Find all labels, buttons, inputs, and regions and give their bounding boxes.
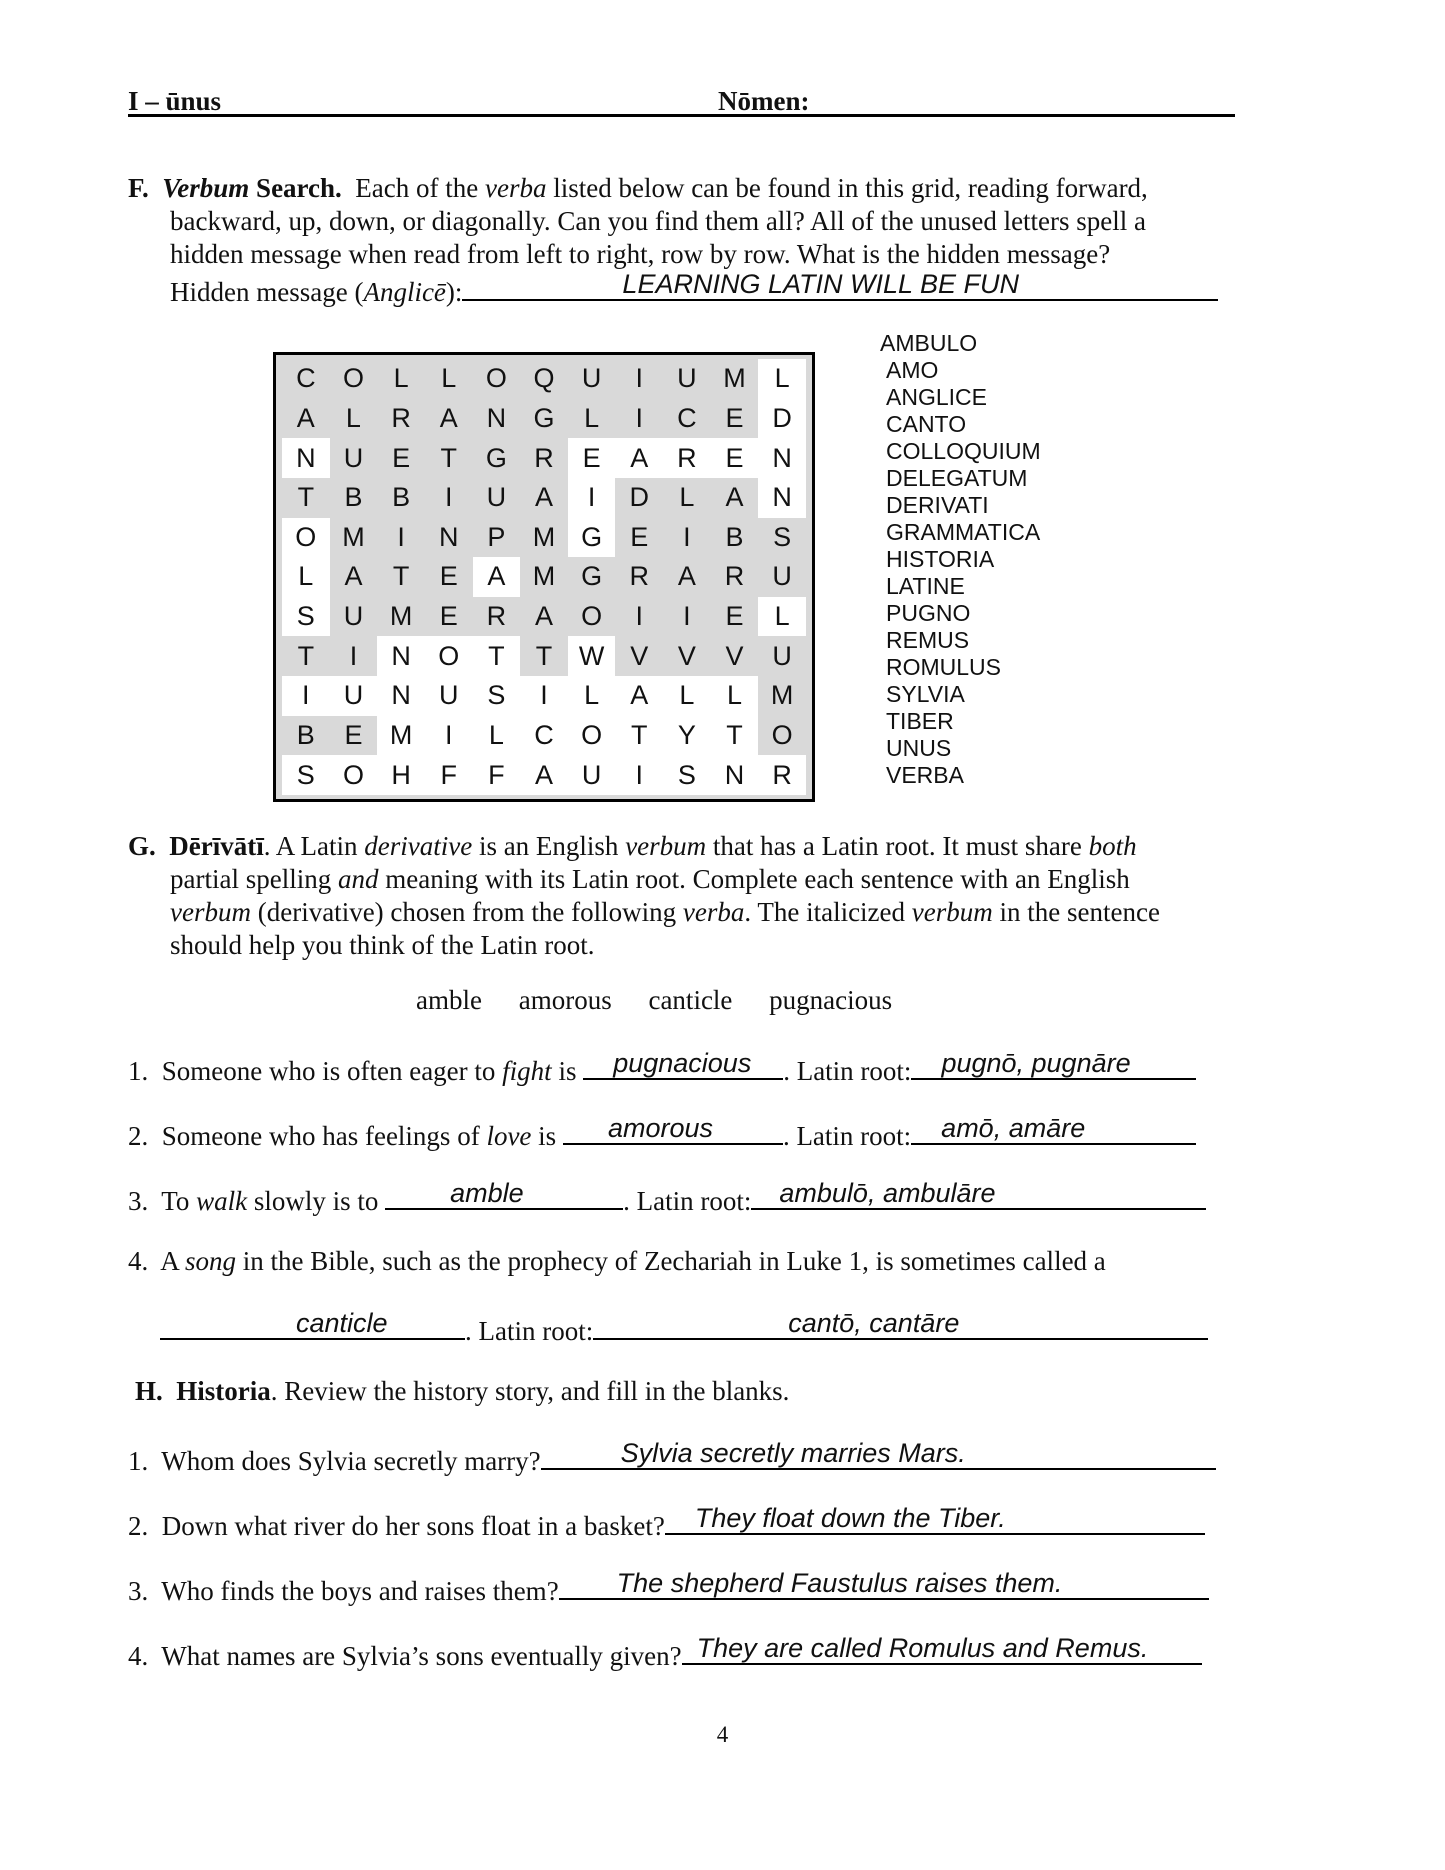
hidden-message-label: ): — [445, 277, 463, 307]
section-f-text-italic: verba — [484, 173, 547, 203]
grid-cell: A — [344, 561, 363, 592]
word-list-item: AMBULO — [880, 330, 978, 356]
grid-cell: T — [535, 640, 553, 671]
grid-cell: O — [282, 518, 330, 558]
grid-cell: C — [296, 363, 316, 394]
question-number: 1. — [128, 1056, 149, 1086]
grid-cell: L — [282, 557, 330, 597]
section-g-line1 — [128, 830, 1137, 862]
grid-cell: N — [377, 636, 425, 676]
grid-cell: L — [758, 359, 806, 399]
h3-answer-field[interactable] — [559, 1570, 1209, 1600]
grid-cell: S — [282, 597, 330, 637]
g1-answer-field[interactable] — [583, 1050, 783, 1080]
question-text: is — [531, 1121, 563, 1151]
section-g-text-italic: verbum — [625, 831, 707, 861]
latin-root-label: . Latin root: — [465, 1316, 594, 1346]
question-number: 4. — [128, 1246, 149, 1276]
grid-cell: I — [425, 716, 473, 756]
grid-cell: U — [568, 755, 616, 795]
section-f-title-rest: Search. — [249, 173, 342, 203]
grid-cell: Y — [663, 716, 711, 756]
grid-cell: R — [724, 561, 745, 592]
section-f-text: listed below can be found in this grid, reading forward, — [546, 173, 1148, 203]
grid-cell: I — [349, 640, 358, 671]
question-text: is — [551, 1056, 584, 1086]
word-list-item: ROMULUS — [886, 654, 1002, 680]
question-text: Someone who is often eager to — [161, 1056, 503, 1086]
grid-cell: L — [711, 676, 759, 716]
grid-cell: S — [773, 521, 792, 552]
g-question-4 — [128, 1245, 1106, 1277]
grid-cell: N — [758, 438, 806, 478]
grid-cell: M — [342, 521, 365, 552]
grid-cell: M — [389, 601, 413, 632]
grid-cell: A — [534, 482, 553, 513]
grid-cell: G — [581, 561, 603, 592]
grid-cell: T — [297, 482, 315, 513]
latin-root-label: . Latin root: — [623, 1186, 752, 1216]
grid-cell: U — [677, 363, 697, 394]
hidden-message-field[interactable] — [462, 271, 1218, 301]
grid-cell: W — [568, 636, 616, 676]
grid-cell: O — [342, 363, 364, 394]
grid-cell: G — [568, 518, 616, 558]
grid-cell: B — [344, 482, 363, 513]
grid-cell: R — [534, 442, 554, 473]
grid-cell: N — [711, 755, 759, 795]
grid-cell: R — [629, 561, 650, 592]
header-rule — [128, 114, 1235, 117]
section-g-line2 — [170, 863, 1130, 895]
grid-cell: U — [330, 676, 378, 716]
grid-cell: L — [679, 482, 695, 513]
grid-cell: U — [343, 601, 364, 632]
grid-cell: L — [393, 363, 409, 394]
grid-cell: I — [397, 521, 405, 552]
hidden-message-label-italic: Anglicē — [363, 277, 446, 307]
grid-cell: E — [568, 438, 616, 478]
word-list-item: DERIVATI — [886, 492, 989, 518]
g3-answer-field[interactable] — [385, 1180, 623, 1210]
word-list-item: GRAMMATICA — [886, 519, 1041, 545]
question-text-italic: love — [486, 1121, 532, 1151]
grid-cell: O — [485, 363, 507, 394]
g-question-4-answer-row — [160, 1310, 1208, 1347]
g3-root: ambulō, ambulāre — [779, 1178, 996, 1208]
question-number: 3. — [128, 1576, 149, 1606]
g-question-1 — [128, 1050, 1196, 1087]
section-g-text-italic: verbum — [911, 897, 993, 927]
g3-root-field[interactable] — [751, 1180, 1206, 1210]
question-text-italic: fight — [502, 1056, 552, 1086]
grid-cell: T — [615, 716, 663, 756]
option-word: amorous — [518, 985, 612, 1015]
question-text: To — [161, 1186, 197, 1216]
hidden-message-row — [170, 271, 1218, 308]
section-g-text-italic: and — [337, 864, 379, 894]
grid-cell: N — [486, 402, 507, 433]
section-g-text: that has a Latin root. It must share — [706, 831, 1089, 861]
h4-answer: They are called Romulus and Remus. — [696, 1633, 1149, 1663]
section-g-text-italic: verbum — [170, 897, 251, 927]
g2-answer: amorous — [607, 1113, 713, 1143]
grid-cell: M — [723, 363, 746, 394]
word-list-item: SYLVIA — [886, 681, 965, 707]
g2-root: amō, amāre — [941, 1113, 1086, 1143]
section-g-text: . The italicized — [744, 897, 912, 927]
option-word: pugnacious — [769, 985, 893, 1015]
grid-cell: L — [441, 363, 457, 394]
grid-cell: I — [635, 601, 644, 632]
grid-cell: O — [425, 636, 473, 676]
grid-cell: E — [392, 442, 411, 473]
question-text: slowly is to — [247, 1186, 386, 1216]
grid-cell: A — [534, 601, 553, 632]
header-left: I – ūnus — [128, 86, 222, 116]
grid-cell: R — [391, 402, 411, 433]
h-question-2 — [128, 1505, 1205, 1542]
question-number: 1. — [128, 1446, 149, 1476]
grid-cell: A — [439, 402, 458, 433]
g4-answer: canticle — [296, 1308, 388, 1338]
grid-cell: L — [345, 402, 361, 433]
section-h-intro: . Review the history story, and fill in the blanks. — [270, 1376, 790, 1406]
question-text: Down what river do her sons float in a basket? — [161, 1511, 665, 1541]
grid-cell: V — [677, 640, 696, 671]
g-question-3 — [128, 1180, 1206, 1217]
word-list-item: PUGNO — [886, 600, 971, 626]
grid-cell: L — [584, 402, 600, 433]
h-question-3 — [128, 1570, 1209, 1607]
grid-cell: O — [568, 716, 616, 756]
g2-answer-field[interactable] — [563, 1115, 783, 1145]
word-list — [880, 330, 1041, 789]
section-h-title-row — [135, 1375, 789, 1407]
section-g-text: (derivative) chosen from the following — [250, 897, 683, 927]
question-text-italic: song — [185, 1246, 237, 1276]
grid-cell: A — [520, 755, 568, 795]
word-list-item: REMUS — [886, 627, 970, 653]
grid-cell: I — [683, 601, 691, 632]
latin-root-label: . Latin root: — [782, 1121, 912, 1151]
grid-cell: A — [473, 557, 521, 597]
grid-cell: M — [532, 521, 556, 552]
word-list-item: AMO — [886, 357, 939, 383]
h2-answer-field[interactable] — [665, 1505, 1205, 1535]
grid-cell: D — [629, 482, 650, 513]
grid-cell: E — [725, 402, 744, 433]
grid-cell: E — [439, 601, 458, 632]
grid-cell: F — [473, 755, 521, 795]
grid-cell: F — [425, 755, 473, 795]
section-f-line1 — [128, 172, 1148, 204]
question-text: Whom does Sylvia secretly marry? — [161, 1446, 541, 1476]
grid-cell: D — [758, 399, 806, 439]
section-g-text: . A Latin — [263, 831, 365, 861]
word-list-item: CANTO — [886, 411, 967, 437]
grid-cell: T — [711, 716, 759, 756]
h-question-1 — [128, 1440, 1216, 1477]
grid-cell: S — [282, 755, 330, 795]
grid-cell: I — [635, 363, 644, 394]
grid-cell: B — [296, 720, 315, 751]
grid-cell: G — [533, 402, 555, 433]
question-number: 2. — [128, 1511, 149, 1541]
grid-cell: I — [444, 482, 453, 513]
h-question-4 — [128, 1635, 1202, 1672]
grid-cell: P — [487, 521, 506, 552]
page-number: 4 — [716, 1722, 729, 1747]
hidden-message-answer: LEARNING LATIN WILL BE FUN — [622, 269, 1020, 299]
h4-answer-field[interactable] — [682, 1635, 1202, 1665]
section-g-label: G. — [128, 831, 156, 861]
section-g-text: partial spelling — [170, 864, 338, 894]
question-text-italic: walk — [196, 1186, 248, 1216]
grid-cell: U — [772, 640, 792, 671]
grid-cell: C — [677, 402, 697, 433]
question-number: 4. — [128, 1641, 149, 1671]
grid-cell: T — [392, 561, 410, 592]
grid-cell: H — [377, 755, 425, 795]
word-list-item: TIBER — [886, 708, 954, 734]
grid-cell: O — [771, 720, 793, 751]
derivative-options — [416, 985, 922, 1016]
word-list-item: ANGLICE — [886, 384, 987, 410]
grid-cell: A — [615, 676, 663, 716]
grid-cell: I — [568, 478, 616, 518]
section-g-text-italic: derivative — [364, 831, 473, 861]
question-text: in the Bible, such as the prophecy of Zechariah in Luke 1, is sometimes called a — [236, 1246, 1106, 1276]
grid-cell: Q — [533, 363, 555, 394]
grid-cell: S — [663, 755, 711, 795]
h1-answer-field[interactable] — [541, 1440, 1216, 1470]
grid-cell: U — [581, 363, 602, 394]
section-h-label: H. — [135, 1376, 163, 1406]
grid-cell: A — [296, 402, 315, 433]
grid-cell: G — [485, 442, 507, 473]
grid-cell: I — [520, 676, 568, 716]
h3-answer: The shepherd Faustulus raises them. — [616, 1568, 1063, 1598]
grid-cell: N — [282, 438, 330, 478]
grid-cell: V — [725, 640, 744, 671]
grid-cell: B — [392, 482, 411, 513]
grid-cell: L — [568, 676, 616, 716]
word-list-item: COLLOQUIUM — [886, 438, 1041, 464]
grid-cell: V — [630, 640, 649, 671]
section-g-text-italic: both — [1088, 831, 1137, 861]
g4-answer-field[interactable] — [160, 1310, 465, 1340]
latin-root-label: . Latin root: — [783, 1056, 912, 1086]
word-list-item: UNUS — [886, 735, 952, 761]
g-question-2 — [128, 1115, 1196, 1152]
grid-cell: A — [615, 438, 663, 478]
section-g-text-italic: verba — [682, 897, 745, 927]
grid-cell: E — [630, 521, 649, 552]
grid-cell: L — [758, 597, 806, 637]
question-number: 3. — [128, 1186, 149, 1216]
grid-cell: N — [377, 676, 425, 716]
g2-root-field[interactable] — [911, 1115, 1196, 1145]
grid-cell: O — [581, 601, 603, 632]
section-g-text: in the sentence — [992, 897, 1160, 927]
grid-cell: L — [663, 676, 711, 716]
grid-cell: M — [770, 680, 794, 711]
section-f-label: F. — [128, 173, 149, 203]
grid-cell: T — [297, 640, 315, 671]
hidden-message-label: Hidden message ( — [170, 277, 364, 307]
section-f-title-italic: Verbum — [162, 173, 250, 203]
grid-cell: M — [377, 716, 425, 756]
grid-cell: E — [439, 561, 458, 592]
grid-cell: A — [677, 561, 696, 592]
section-f-line2: backward, up, down, or diagonally. Can you find them all? All of the unused letters spell a — [170, 206, 1147, 236]
option-word: amble — [416, 985, 482, 1015]
grid-cell: E — [725, 601, 744, 632]
grid-cell: E — [711, 438, 759, 478]
grid-cell: O — [330, 755, 378, 795]
grid-cell: U — [425, 676, 473, 716]
grid-cell: B — [725, 521, 744, 552]
section-f-line3: hidden message when read from left to right, row by row. What is the hidden message? — [170, 239, 1111, 269]
grid-cell: N — [438, 521, 459, 552]
grid-cell: I — [615, 755, 663, 795]
grid-cell: N — [758, 478, 806, 518]
section-f-text: Each of the — [355, 173, 485, 203]
option-word: canticle — [648, 985, 733, 1015]
section-g-title: Dērīvātī — [169, 831, 264, 861]
word-list-item: VERBA — [886, 762, 964, 788]
grid-cell: C — [520, 716, 568, 756]
grid-cell: I — [683, 521, 691, 552]
question-number: 2. — [128, 1121, 149, 1151]
grid-cell: M — [532, 561, 556, 592]
grid-cell: S — [473, 676, 521, 716]
question-text: Someone who has feelings of — [161, 1121, 487, 1151]
grid-cell: R — [758, 755, 806, 795]
g4-root: cantō, cantāre — [788, 1308, 960, 1338]
grid-cell: R — [486, 601, 507, 632]
word-list-item: HISTORIA — [886, 546, 995, 572]
section-h-title: Historia — [176, 1376, 271, 1406]
word-search-grid — [273, 352, 815, 802]
question-text: Who finds the boys and raises them? — [161, 1576, 559, 1606]
word-list-item: DELEGATUM — [886, 465, 1028, 491]
grid-cell: A — [725, 482, 744, 513]
section-g-text: is an English — [472, 831, 626, 861]
h2-answer: They float down the Tiber. — [694, 1503, 1006, 1533]
g1-root: pugnō, pugnāre — [941, 1048, 1131, 1078]
grid-cell: R — [663, 438, 711, 478]
grid-cell: I — [635, 402, 644, 433]
h1-answer: Sylvia secretly marries Mars. — [620, 1438, 966, 1468]
g1-answer: pugnacious — [613, 1048, 752, 1078]
grid-cell: E — [344, 720, 363, 751]
grid-cell: U — [343, 442, 364, 473]
question-text: A — [160, 1246, 186, 1276]
section-g-line4: should help you think of the Latin root. — [170, 930, 595, 960]
section-g-text: meaning with its Latin root. Complete each sentence with an English — [378, 864, 1130, 894]
grid-cell: U — [486, 482, 507, 513]
grid-cell: U — [772, 561, 792, 592]
grid-cell: L — [473, 716, 521, 756]
grid-cell: T — [440, 442, 457, 473]
word-list-item: LATINE — [886, 573, 965, 599]
grid-cell: I — [282, 676, 330, 716]
section-g-line3 — [170, 896, 1160, 928]
g4-root-field[interactable] — [593, 1310, 1208, 1340]
header-name-label: Nōmen: — [718, 86, 810, 116]
g1-root-field[interactable] — [911, 1050, 1196, 1080]
g3-answer: amble — [450, 1178, 524, 1208]
question-text: What names are Sylvia’s sons eventually given? — [161, 1641, 682, 1671]
grid-cell: T — [473, 636, 521, 676]
